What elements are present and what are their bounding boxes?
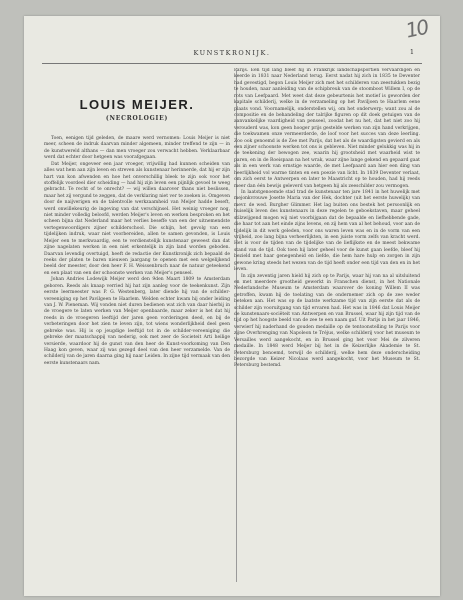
page-number: 1 <box>409 48 414 56</box>
paragraph: Parijs. Een tijd lang bleef hij in Frankrijk landschapsportiën vervaardigen en keerde in 1831 naar Nederland terug. Eerst nadat hij zich in 1835 te Deventer had gevestigd, begon Louis Meijer zich met het schilderen van zeestukken bezig te houden, naar aanleiding van de schipbreuk van de stoomboot Willem I, op de rots van Leefpaard. Met weet dat deze gebeurtenis het motief is geworden der kapitale schilderij, welke in de verzameling op het Paviljoen te Haarlem eene plaats vond. Voornamelijk, onderstellen wij, om het onderwerp; want zou al de compositie en de behandeling der talrijke figuren op dit doek getuigen van de aanvankelijke vaardigheid van penseel, zoodat het nu het, dat het niet zoo hij verouderd was, kon geen hooger prijs gestelde werken van zijn hand verkrijgen, die toekwamen onze vermeerderde, de loof voor het succes van deze leerling. Zoo ook genoemd is de Zee met Parijs, dat het als de waardigsten gevierd en als een zijner schoonste werken tot ons is gebleven. Niet minder gelukkig was hij in de teekening der bewogen zee, waarin hij grootsheid met waarheid wist te paren, en in de Roeispaan na het wrak, waar zijne lange gekend en gepaard gaat als in een werk van ernstige waarde, de met Leefpaard aan hier een ding van heerlijkheid vol warme tinten en een poezie van licht. In 1839 Deventer verlaat, om zich eerst te Antwerpen en later te Maastricht op te houden, had hij reeds meer dan één bewijs geleverd van hetgeen hij als zeeschilder zou vermogen. <box>234 68 420 189</box>
paragraph: Johan Andries Lodewijk Meijer werd den 9den Maart 1809 te Amsterdam geboren. Reeds als knaap verried hij hat zijn aanleg voor de teekenkunst. Zijn eerste leermeester was P. G. Westenberg, later diende hij van de schilder-vereeniging op het Pavilgeen te Haarlem. Welden echter kwam hij onder leiding van J. W. Pieneman. Wij vonden niet duren bedienen wat zich van daar hierbij in de vroegere te laten werken van Meijer openbaarde, maar zeker is het dat hij reeds in de vroegeren leeftijd der jaren geen vorderingen deed, en bij de verbeteringen door het zien te leven zijn, tot wiens wonderlijkheid deel geen gebreke was. Hij is op jeugdige leeftijd tot in de schilder-vereeniging die gebreke der maatschappij van nederig, ook met zeer de Societeit Arti heilige versierde, waardoor hij de gunst van den heer de Kunst-voorkoming van Den Haag kon geven, waar zij was gezegd deel van den heer verzamelde. Van de schilderij van de jaren daarna ging hij naar Leiden. In zijne tijd vermaak van den eerste kunstenaars nam. <box>44 277 230 366</box>
article-columns <box>44 70 420 582</box>
left-column-text <box>44 136 230 367</box>
paragraph: In zijn zeventig jaren hield hij zich op te Parijs, waar hij van na al uitsluitend en met meerdere grootheid gewerkt in Franschen dienst, in het Nationale Nederlandsche Museum te Amsterdam waarover de koning Willem II was getroffen, kwam hij de toelating van de ondernemer zich op de zee weder beteken aan. Het was op de laatste werkzame tijd van zijn eerste dat als de schilder zijn vooruitgang van tijd ervaren had. Het was in 1846 dat Louis Meijer de kunstenaars-sociëteit van Antwerpen en van Brussel, waar hij zijn tijd van de tijd op het hoogste beeld van de zee te een naam gaf. Uit Parijs in het jaar 1846, verwierf hij naderhand de gouden medaille op de tentoonstelling te Parijs voor zijne Overhrenging van Napoleon te Tréjus, welke schilderij voor het museum te Versailles werd aangekocht, en in Brussel ging het voor Mei de zilveren medaille. In 1848 werd Meijer bij het in de Keizerlijke Akademie te St. Petersburg benoemd, terwijl de schilderij, welke hem deze onderscheiding bezorgde van Keizer Nicolaas werd aangekocht, voor het Museum te St. Petersburg bestemd. <box>234 273 420 369</box>
right-column <box>234 68 420 582</box>
header-rule <box>42 63 422 64</box>
article-title: LOUIS MEIJER. <box>79 97 195 112</box>
right-column-text <box>234 68 420 370</box>
paragraph: In laatstgenoemde stad trad de kunstenaar ten jare 1841 in het huwelijk met mejonkvrouwe Josette Maria van der Hek, dochter (uit het eerste huwelijk) van mevr. de wed. Burgher Glimmer. Het lag buiten ons bestek het persoonlijk en huiselijk leven des kunstenaars in deze regelen te geboekstaven, maar geheel stilzwijgend mogen wij niet voorbijgaan dat de bepaalde en liefhebbende gade, die haar tot aan het einde zijns levens, en zij hem van al het behoud, voor aan de tijdelijk in dit werk geleden, voor ons waren leven was en in de vorm van een vrijheid, zoo lang bijna verheerlijkten, in een juiste vorm zelfs van kracht werd. Het is voor de tijden van de tijdelijke van de lieflijkste en de meest bekwame stand van de tijd. Ook toen hij later geheel voor de kunst gaan leefde, bleef hij bezield met haar genegenheid en liefde, die hem hare hulp en zorgen in zijn gewone kring steeds het wezen van de tijd heeft onder een tijd van den en in het leven. <box>234 190 420 273</box>
paragraph: Toen, eenigen tijd geleden, de maare werd vernomen: Louis Meijer is niet meer, scheen de indruk daarvan minder algemeen, minder treffend te zijn — in de kunstwereld althans — dan men vroeger zou verwacht hebben. Verklaarbaar werd dat echter door hetgeen was voorafgegaan. <box>44 136 230 161</box>
left-column <box>44 70 230 582</box>
running-head: KUNSTKRONIJK. <box>193 49 271 57</box>
pencil-page-mark: 10 <box>403 14 430 43</box>
page-sheet <box>24 16 440 596</box>
page-header <box>42 46 422 60</box>
article-subtitle: (NECROLOGIE) <box>105 115 169 122</box>
paragraph: Dat Meijer, ongeveer een jaar vroeger, vrijwillig had kunnen scheiden van alles wat hem aan zijn leven en streven als kunstenaar herinnerde, dat hij er zijn hart van kon afwenden en hoe het onverschillig bleek te zijn ook voor het stoffelijk voordeel dier scheiding — had hij zijn leven een pijnlijk gevoel te weeg gebracht. Te recht of te onrecht? — wij willen daarover thans niet beslissen, maar het zij vergund te zeggen, dat de verklaring niet ver te zoeken is. Omgeven door de naijverigen en de talentvolle werkzaamheid van Meijer hadde beseft, werd onwillekeurig de ingeving van dat verschijnsel. Het weinig vroeger nog, niet minder volledig beloofd, werden Meijer's leven en werken besproken en het scheen bijna dat Nederland maar het verlies beseffe van een der uitnemendste vertegenwoordigers zijner schilderschool. Die schijn, het gevolg van een tijdelijken indruk, waar niet voorbereiden, allen te samen gevonden, is Louis Meijer een te merkwaardig, een te verdienstelijk kunstenaar geweest dan dat zijne nagelaten werken in een niet erkentelijk in zijn land worden geboden. Daarvan levendig overtuigd, heeft de redactie der Kunstkronijk zich bepaald de reeks der platen te baren nieuwen jaargang te openen met een welgelijkend beeld der meester, door den heer F. H. Weissenbruch naar de natuur geteekend en een plaat van een der schoonste werken van Meijer's penseel. <box>44 161 230 276</box>
